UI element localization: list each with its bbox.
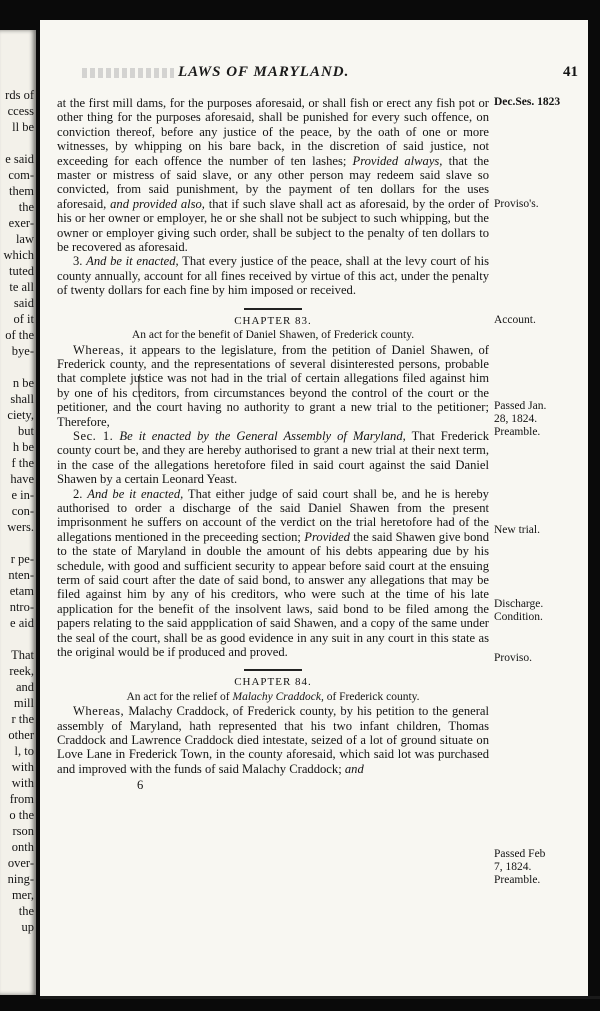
main-text-column xyxy=(57,96,489,793)
chapter-83-section-2: 2. And be it enacted, That either judge of said court shall be, and he is hereby authorised to order a discharge of the said Daniel Shawen from the present imprisonment he suffers on account of the verdict on the trial heretofore had of the allegations mentioned in the preceeding section; Provided the said Shawen give bond to the state of Maryland in double the amount of his debts appearing due by his schedule, with good and sufficient security to appear before said court at the ensuing term of said court after the date of said bond, to answer any allegations that may be filed against him by any of his creditors, who were such at the time of his late application for the benefit of the insolvent laws, said bond to be filed among the papers relating to the said appplication of said Shawen, and a copy of the same under the seal of the court, shall be as good evidence in any suit in any court in this state as the original would be if produced and proved. xyxy=(57,486,489,660)
adjacent-page-fragment: exer- xyxy=(8,216,34,230)
chapter-83-title: An act for the benefit of Daniel Shawen, of Frederick county. xyxy=(131,329,415,342)
adjacent-page-fragment: and xyxy=(15,680,34,694)
adjacent-page-fragment: reek, xyxy=(9,664,34,678)
adjacent-page-fragment: wers. xyxy=(7,520,34,534)
adjacent-page-fragment: e said xyxy=(5,152,34,166)
margin-note-passed-feb-date: 7, 1824. xyxy=(494,861,532,873)
chapter-84-heading: CHAPTER 84. xyxy=(234,676,312,689)
chapter-83-heading: CHAPTER 83. xyxy=(234,314,312,327)
margin-note-passed-feb: Passed Feb xyxy=(494,848,546,860)
adjacent-page-fragment: up xyxy=(21,920,34,934)
adjacent-page-fragment: ciety, xyxy=(7,408,34,422)
adjacent-page-strip xyxy=(0,30,36,995)
chapter-83-preamble: Whereas, it appears to the legislature, from the petition of Daniel Shawen, of Frederick county, and the representations of several disinterested persons, probable that complete justice was not had in the trial of certain allegations filed against him by one of his creditors, from circumstances beyond the control of the court or the petitioner, and the court having no authority to grant a new trial to the petitioner; Therefore, xyxy=(57,342,489,429)
adjacent-page-fragment: r the xyxy=(11,712,34,726)
chapter-divider-2 xyxy=(244,669,302,671)
adjacent-page-fragment: mer, xyxy=(11,888,34,902)
adjacent-page-fragment: them xyxy=(9,184,34,198)
pen-stroke-mark xyxy=(134,372,144,412)
adjacent-page-fragment: rds of xyxy=(5,88,34,102)
adjacent-page-fragment: n be xyxy=(12,376,34,390)
adjacent-page-fragment: bye- xyxy=(11,344,34,358)
adjacent-page-fragment: with xyxy=(11,760,34,774)
adjacent-page-fragment: of it xyxy=(13,312,34,326)
adjacent-page-fragment: te all xyxy=(9,280,34,294)
chapter-divider xyxy=(244,308,302,310)
adjacent-page-fragment: which xyxy=(3,248,34,262)
margin-note-passed-date: 28, 1824. xyxy=(494,413,538,425)
adjacent-page-fragment: with xyxy=(11,776,34,790)
adjacent-page-fragment: other xyxy=(8,728,34,742)
margin-note-discharge: Discharge. xyxy=(494,598,544,610)
chapter-84-title: An act for the relief of Malachy Craddock, of Frederick county. xyxy=(126,690,420,703)
adjacent-page-fragment: but xyxy=(18,424,34,438)
adjacent-page-fragment: l, to xyxy=(14,744,34,758)
document-page xyxy=(40,20,588,998)
adjacent-page-fragment: tuted xyxy=(9,264,34,278)
signature-mark: 6 xyxy=(137,778,144,793)
adjacent-page-fragment: f the xyxy=(11,456,34,470)
header-smudge xyxy=(82,68,174,78)
margin-note-condition: Condition. xyxy=(494,611,543,623)
adjacent-page-fragment: mill xyxy=(13,696,34,710)
adjacent-page-fragment: h be xyxy=(12,440,34,454)
margin-note-provisos: Proviso's. xyxy=(494,198,539,210)
adjacent-page-fragment: nten- xyxy=(8,568,34,582)
adjacent-page-fragment: con- xyxy=(11,504,34,518)
adjacent-page-fragment: r pe- xyxy=(10,552,34,566)
adjacent-page-fragment: from xyxy=(9,792,34,806)
adjacent-page-fragment: etam xyxy=(9,584,34,598)
adjacent-page-fragment: onth xyxy=(11,840,34,854)
running-title: LAWS OF MARYLAND. xyxy=(178,64,350,80)
margin-note-new-trial: New trial. xyxy=(494,524,540,536)
margin-note-session: Dec.Ses. 1823 xyxy=(494,96,561,108)
adjacent-page-fragment: ntro- xyxy=(9,600,34,614)
adjacent-page-fragment: law xyxy=(15,232,34,246)
adjacent-page-fragment: have xyxy=(10,472,34,486)
margin-note-proviso: Proviso. xyxy=(494,652,533,664)
margin-note-preamble: Preamble. xyxy=(494,426,541,438)
adjacent-page-fragment: over- xyxy=(7,856,34,870)
chapter-83-section-1: Sec. 1. Be it enacted by the General Assembly of Maryland, That Frederick county court be, and they are hereby authorised to grant a new trial at their next term, in the case of the allegations heretofore filed in said court against the said Daniel Shawen by a certain Leonard Yeast. xyxy=(57,428,489,487)
adjacent-page-fragment: e in- xyxy=(11,488,34,502)
adjacent-page-fragment: the xyxy=(18,904,34,918)
paragraph-section-3: 3. And be it enacted, That every justice of the peace, shall at the levy court of his county annually, account for all fines received by virtue of this act, under the penalty of twenty dollars for each fine by him imposed or received. xyxy=(57,254,489,298)
adjacent-page-fragment: e aid xyxy=(10,616,34,630)
adjacent-page-fragment: That xyxy=(11,648,34,662)
chapter-84-preamble: Whereas, Malachy Craddock, of Frederick county, by his petition to the general assembly of Maryland, hath represented that his two infant children, Thomas Craddock and Lawrence Craddock died intestate, seized of a lot of ground situate on Love Lane in Frederick Town, in the county aforesaid, which said lot was purchased and improved with the funds of said Malachy Craddock; and xyxy=(57,704,489,776)
adjacent-page-fragment: rson xyxy=(12,824,34,838)
page-number: 41 xyxy=(563,64,578,80)
adjacent-page-fragment: o the xyxy=(9,808,34,822)
margin-note-account: Account. xyxy=(494,314,536,326)
adjacent-page-fragment: ccess xyxy=(7,104,34,118)
adjacent-page-fragment: shall xyxy=(10,392,34,406)
adjacent-page-fragment: said xyxy=(13,296,34,310)
adjacent-page-fragment: the xyxy=(18,200,34,214)
adjacent-page-fragment: ning- xyxy=(7,872,34,886)
paragraph-slave-fishing: at the first mill dams, for the purposes aforesaid, or shall fish or erect any fish pot or other thing for the purposes aforesaid, shall be punished for every such offence, on conviction thereof, before any justice of the peace, by the oath of one or more witnesses, by whipping on his bare back, in the discretion of said justice, not exceeding for each offence the number of ten lashes; Provided always, that the master or mistress of said slave, or any other person may redeem said slave so convicted, from said punishment, by the payment of ten dollars for the uses aforesaid, and provided also, that if such slave shall act as aforesaid, by the order of his or her owner or employer, he or she shall not be subject to such whipping, but the owner or employer giving such order, shall be subject to the penalty of ten dollars to be recovered as aforesaid. xyxy=(57,96,489,255)
margin-note-preamble-2: Preamble. xyxy=(494,874,541,886)
scan-edge-line xyxy=(40,996,600,999)
adjacent-page-fragment: of the xyxy=(5,328,34,342)
page-header xyxy=(40,64,588,84)
adjacent-page-fragment: com- xyxy=(8,168,34,182)
margin-note-passed-jan: Passed Jan. xyxy=(494,400,547,412)
adjacent-page-fragment: ll be xyxy=(12,120,34,134)
